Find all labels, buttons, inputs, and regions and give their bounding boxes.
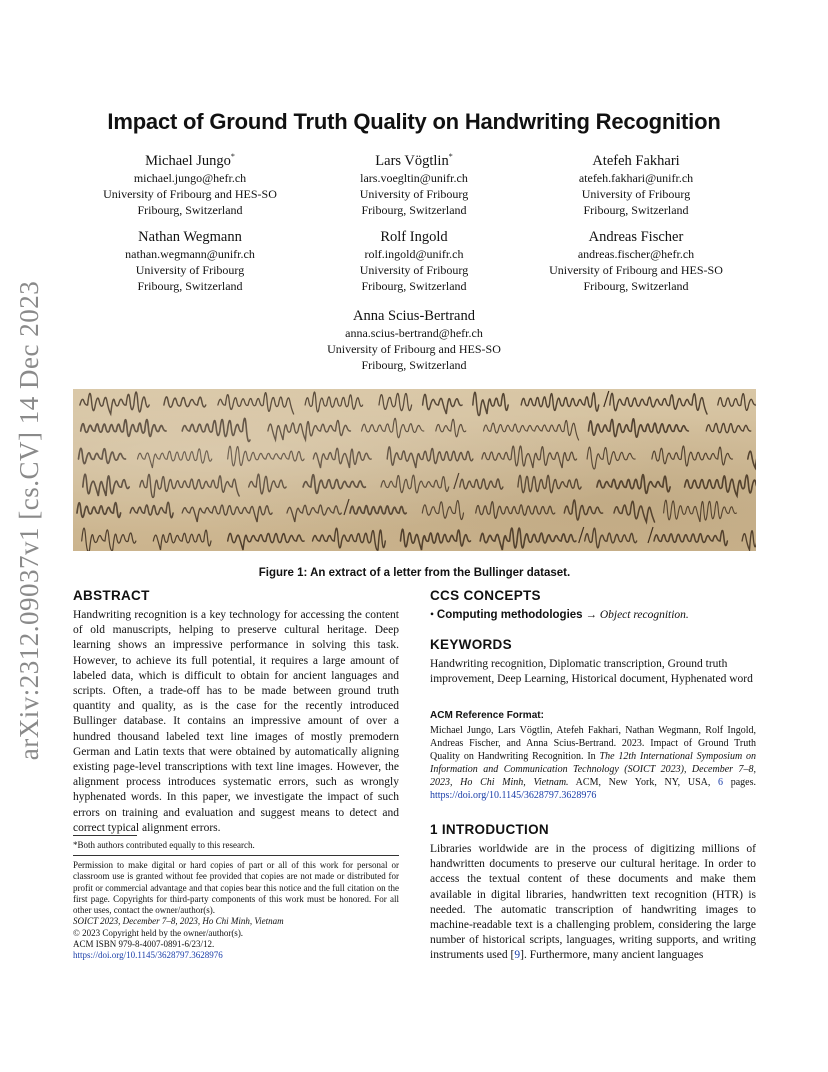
handwritten-word	[518, 475, 581, 492]
virgule-stroke	[648, 527, 653, 543]
ccs-heading: CCS CONCEPTS	[430, 588, 541, 603]
author-name: Anna Scius-Bertrand	[352, 308, 475, 324]
virgule-stroke	[604, 391, 609, 407]
handwritten-word	[706, 423, 751, 432]
permission-text: Permission to make digital or hard copies of part or all of this work for personal or classroom use is granted without fee provided that copies are not made or distributed for profit or commercial advantage and that copies bear this notice and the full citation on the first page. Copyrights for third-party components of this work must be honored. For all other uses, contact the owner/author(s).	[73, 860, 399, 916]
virgule-stroke	[344, 499, 349, 515]
arxiv-stamp-text: arXiv:2312.09037v1 [cs.CV] 14 Dec 2023	[14, 280, 45, 760]
doi-link[interactable]: https://doi.org/10.1145/3628797.3628976	[73, 950, 223, 961]
abstract-text: Handwriting recognition is a key technology for accessing the content of old manuscripts, helping to preserve cultural heritage. Deep learning shows an impressive performance in solving this task. However, to achieve its full potential, it requires a large amount of labeled data, which is difficult to obtain for ancient languages and scripts. Often, a trade-off has to be made between ground truth quantity and quality, as is the case for the recently introduced Bullinger database. It contains an impressive amount of over a hundred thousand labeled text line images of mostly premodern German and Latin texts that were obtained by automatically aligning existing page-level transcriptions with text line images. However, the alignment process introduces systematic errors, such as wrongly hyphenated words. In this paper, we investigate the impact of such errors on training and evaluation and suggest means to detect and correct typical alignment errors.	[73, 609, 399, 834]
acm-ref-pages-link[interactable]: 6	[718, 777, 724, 788]
handwritten-word	[664, 500, 737, 522]
keywords-text: Handwriting recognition, Diplomatic transcription, Ground truth improvement, Deep Learning, Historical document, Hyphenated word	[430, 658, 753, 686]
handwritten-word	[742, 531, 756, 550]
handwritten-word	[82, 528, 136, 551]
intro-paragraph: Libraries worldwide are in the process of digitizing millions of handwritten documents to preserve our cultural heritage. In order to access the textual content of these documents and make them available in digital libraries, handwritten text recognition (HTR) is needed. The automatic transcription of handwriting images to machine-readable text is a challenging problem, considering the large number of historical scripts, languages, writing supports, and writing instruments used	[430, 843, 756, 962]
virgule-stroke	[454, 473, 459, 489]
author-affiliation: University of Fribourg and HES-SO	[327, 342, 501, 357]
handwritten-word	[482, 446, 577, 468]
handwritten-word	[585, 528, 637, 548]
acm-ref-venue: The 12th International Symposium on Information and Communication Technology (SOICT 2023), December 7–8, 2023, Ho Chi Minh, Vietnam.	[430, 751, 757, 788]
author-affiliation: University of Fribourg	[359, 187, 469, 202]
author-email[interactable]: nathan.wegmann@unifr.ch	[125, 247, 255, 261]
handwritten-word	[748, 449, 756, 468]
author-block	[60, 148, 320, 218]
author-email[interactable]: andreas.fischer@hefr.ch	[577, 247, 695, 261]
handwritten-word	[422, 501, 463, 520]
author-location: Fribourg, Switzerland	[361, 358, 467, 373]
author-email[interactable]: rolf.ingold@unifr.ch	[364, 247, 464, 261]
handwritten-word	[77, 503, 121, 518]
author-name: Michael Jungo*	[145, 152, 235, 169]
acm-ref-heading: ACM Reference Format:	[430, 710, 544, 721]
handwritten-word	[379, 393, 412, 410]
handwritten-word	[654, 530, 727, 545]
handwritten-word	[652, 446, 733, 466]
author-block	[60, 228, 320, 295]
handwritten-word	[436, 419, 466, 437]
handwritten-word	[564, 500, 602, 520]
handwritten-word	[83, 474, 129, 496]
acm-ref-publisher: ACM, New York, NY, USA,	[575, 777, 711, 788]
handwritten-word	[140, 474, 239, 497]
author-block	[284, 228, 544, 295]
acm-ref-doi-link[interactable]: https://doi.org/10.1145/3628797.3628976	[430, 790, 597, 801]
abstract-heading: ABSTRACT	[73, 588, 150, 603]
isbn-line: ACM ISBN 979-8-4007-0891-6/23/12.	[73, 939, 215, 950]
handwritten-word	[287, 505, 341, 522]
handwritten-word	[587, 447, 635, 469]
handwritten-word	[268, 420, 351, 440]
ccs-subterm: Object recognition.	[599, 609, 689, 621]
intro-heading: 1 INTRODUCTION	[430, 822, 549, 837]
handwritten-word	[521, 393, 599, 411]
author-location: Fribourg, Switzerland	[583, 279, 689, 294]
permission-block	[73, 860, 399, 962]
ccs-arrow: →	[585, 609, 597, 621]
author-email[interactable]: atefeh.fakhari@unifr.ch	[578, 170, 694, 185]
ccs-text	[430, 608, 756, 623]
footnote: *Both authors contributed equally to this research.	[73, 840, 255, 850]
copyright-line: © 2023 Copyright held by the owner/author(s).	[73, 927, 244, 938]
author-location: Fribourg, Switzerland	[583, 203, 689, 218]
author-name: Andreas Fischer	[588, 229, 684, 245]
arxiv-stamp	[12, 280, 48, 760]
handwritten-word	[718, 394, 756, 411]
handwritten-word	[81, 420, 166, 437]
author-email[interactable]: lars.voegltin@unifr.ch	[360, 170, 468, 185]
handwritten-word	[313, 528, 386, 550]
handwritten-word	[480, 528, 576, 550]
handwritten-word	[685, 475, 756, 496]
figure-caption: Figure 1: An extract of a letter from the Bullinger dataset.	[258, 567, 571, 579]
handwritten-word	[381, 475, 449, 493]
author-email[interactable]: michael.jungo@hefr.ch	[133, 170, 247, 185]
handwritten-word	[182, 505, 272, 522]
virgule-stroke	[579, 527, 584, 543]
citation-link[interactable]: 9	[514, 949, 521, 962]
author-block	[506, 148, 766, 218]
author-name: Atefeh Fakhari	[592, 152, 680, 169]
author-affiliation: University of Fribourg	[581, 187, 691, 202]
author-name: Rolf Ingold	[380, 229, 448, 245]
acm-ref-pages-suffix: pages.	[730, 777, 756, 788]
handwritten-word	[218, 393, 294, 414]
ccs-term: Computing methodologies	[436, 609, 583, 621]
handwritten-word	[610, 393, 707, 414]
venue-line: SOICT 2023, December 7–8, 2023, Ho Chi Minh, Vietnam	[73, 916, 284, 927]
permission-rule	[73, 855, 399, 856]
intro-paragraph-cont: . Furthermore, many ancient languages	[523, 949, 704, 962]
author-block	[284, 307, 544, 374]
handwritten-word	[350, 506, 406, 515]
handwritten-word	[130, 502, 173, 517]
manuscript-figure	[73, 389, 756, 551]
handwritten-word	[460, 479, 503, 489]
handwritten-word	[303, 475, 365, 494]
handwritten-word	[305, 392, 363, 412]
author-name: Lars Vögtlin*	[375, 152, 453, 169]
author-block	[284, 148, 544, 218]
author-location: Fribourg, Switzerland	[361, 279, 467, 294]
handwritten-word	[313, 448, 371, 468]
cite-bracket-close: ]	[520, 949, 524, 962]
handwritten-word	[597, 475, 670, 494]
author-location: Fribourg, Switzerland	[137, 279, 243, 294]
handwritten-word	[153, 530, 211, 550]
intro-text	[430, 842, 756, 964]
handwritten-word	[138, 449, 212, 468]
footnote-rule	[73, 835, 137, 836]
author-affiliation: University of Fribourg	[359, 263, 469, 278]
paper-title: Impact of Ground Truth Quality on Handwriting Recognition	[107, 109, 721, 134]
author-block	[506, 228, 766, 295]
handwritten-word	[473, 392, 508, 415]
acm-ref-authors: Michael Jungo, Lars Vögtlin, Atefeh Fakhari, Nathan Wegmann, Rolf Ingold, Andreas Fischer, and Anna Scius-Bertrand. 2023. Impact of Ground Truth Quality on Handwriting Recognition. In	[430, 725, 756, 762]
author-affiliation: University of Fribourg and HES-SO	[103, 187, 277, 202]
handwritten-word	[182, 418, 250, 441]
cite-bracket-open: [	[510, 949, 515, 962]
handwritten-word	[164, 397, 206, 407]
author-location: Fribourg, Switzerland	[137, 203, 243, 218]
handwritten-word	[80, 392, 149, 414]
handwritten-word	[589, 419, 689, 437]
handwritten-word	[228, 533, 304, 550]
keywords-heading: KEYWORDS	[430, 637, 512, 652]
handwritten-word	[79, 448, 126, 463]
manuscript-image	[73, 389, 756, 551]
handwritten-word	[614, 501, 655, 522]
handwritten-word	[484, 420, 579, 440]
handwritten-word	[228, 446, 304, 466]
author-affiliation: University of Fribourg	[135, 263, 245, 278]
acm-ref-text	[430, 724, 756, 802]
author-name: Nathan Wegmann	[138, 229, 242, 245]
handwritten-word	[423, 394, 463, 414]
handwritten-word	[387, 447, 473, 468]
author-location: Fribourg, Switzerland	[361, 203, 467, 218]
handwritten-word	[401, 529, 471, 550]
handwritten-word	[476, 502, 555, 519]
ccs-bullet: •	[430, 609, 435, 621]
author-email[interactable]: anna.scius-bertrand@hefr.ch	[345, 326, 483, 340]
handwritten-word	[249, 474, 286, 494]
handwritten-word	[362, 418, 424, 437]
author-affiliation: University of Fribourg and HES-SO	[549, 263, 723, 278]
